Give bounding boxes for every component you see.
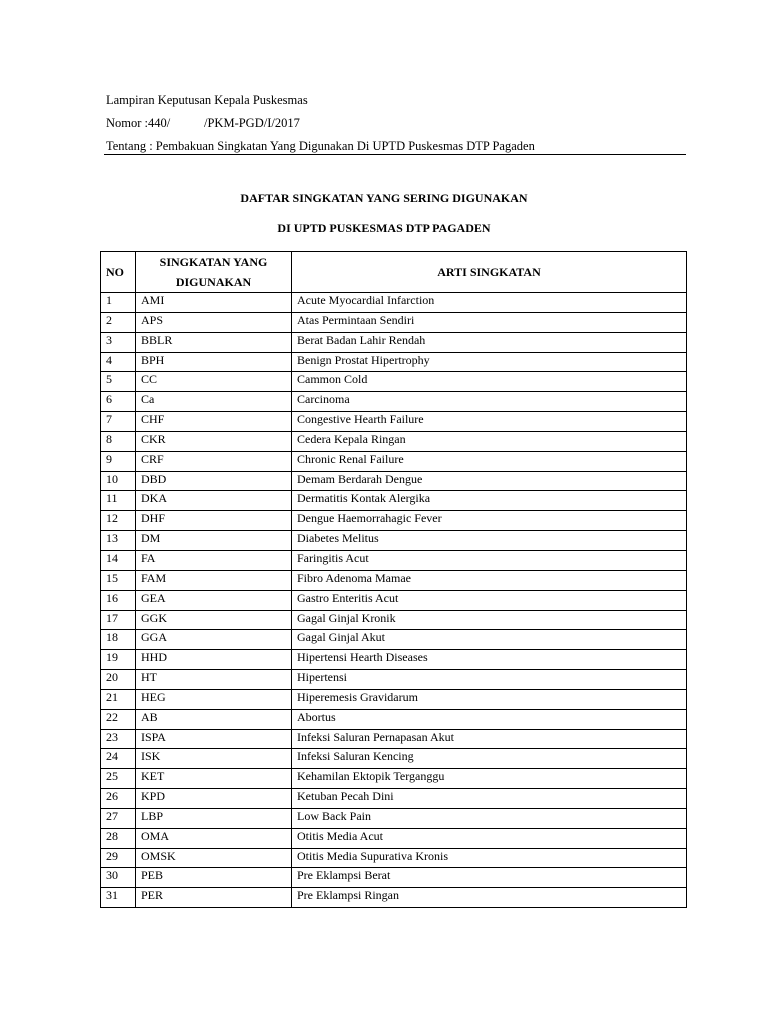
cell-singkatan: OMA	[136, 828, 292, 848]
table-row	[101, 650, 687, 670]
table-row	[101, 511, 687, 531]
cell-no: 17	[101, 610, 136, 630]
abbreviation-table	[100, 251, 687, 908]
table-row	[101, 749, 687, 769]
cell-arti: Pre Eklampsi Ringan	[292, 888, 687, 908]
cell-singkatan: Ca	[136, 392, 292, 412]
table-row	[101, 769, 687, 789]
cell-arti: Berat Badan Lahir Rendah	[292, 332, 687, 352]
cell-no: 24	[101, 749, 136, 769]
cell-no: 13	[101, 531, 136, 551]
cell-arti: Cammon Cold	[292, 372, 687, 392]
cell-singkatan: FA	[136, 550, 292, 570]
cell-no: 4	[101, 352, 136, 372]
table-row	[101, 412, 687, 432]
table-row	[101, 431, 687, 451]
cell-singkatan: DM	[136, 531, 292, 551]
document-subtitle: DI UPTD PUSKESMAS DTP PAGADEN	[277, 221, 491, 235]
cell-no: 16	[101, 590, 136, 610]
cell-arti: Dengue Haemorrahagic Fever	[292, 511, 687, 531]
cell-no: 2	[101, 312, 136, 332]
cell-singkatan: HT	[136, 670, 292, 690]
cell-arti: Gastro Enteritis Acut	[292, 590, 687, 610]
cell-singkatan: CKR	[136, 431, 292, 451]
cell-no: 18	[101, 630, 136, 650]
cell-arti: Dermatitis Kontak Alergika	[292, 491, 687, 511]
cell-singkatan: CC	[136, 372, 292, 392]
nomor-value: /PKM-PGD/I/2017	[204, 116, 300, 130]
cell-no: 30	[101, 868, 136, 888]
cell-no: 27	[101, 808, 136, 828]
cell-singkatan: HEG	[136, 689, 292, 709]
cell-arti: Infeksi Saluran Pernapasan Akut	[292, 729, 687, 749]
table-row	[101, 451, 687, 471]
cell-no: 23	[101, 729, 136, 749]
cell-singkatan: ISPA	[136, 729, 292, 749]
cell-no: 14	[101, 550, 136, 570]
cell-arti: Faringitis Acut	[292, 550, 687, 570]
table-row	[101, 491, 687, 511]
cell-no: 28	[101, 828, 136, 848]
cell-no: 9	[101, 451, 136, 471]
table-row	[101, 888, 687, 908]
table-row	[101, 531, 687, 551]
table-row	[101, 372, 687, 392]
cell-no: 22	[101, 709, 136, 729]
header-tentang: Tentang : Pembakuan Singkatan Yang Digunakan Di UPTD Puskesmas DTP Pagaden	[106, 139, 535, 153]
cell-singkatan: PER	[136, 888, 292, 908]
nomor-label: Nomor :440/	[106, 116, 171, 130]
table-row	[101, 729, 687, 749]
table-row	[101, 808, 687, 828]
cell-arti: Demam Berdarah Dengue	[292, 471, 687, 491]
cell-no: 7	[101, 412, 136, 432]
cell-no: 12	[101, 511, 136, 531]
cell-singkatan: CHF	[136, 412, 292, 432]
cell-singkatan: HHD	[136, 650, 292, 670]
cell-arti: Infeksi Saluran Kencing	[292, 749, 687, 769]
cell-arti: Gagal Ginjal Akut	[292, 630, 687, 650]
cell-arti: Hipertensi Hearth Diseases	[292, 650, 687, 670]
cell-arti: Atas Permintaan Sendiri	[292, 312, 687, 332]
cell-arti: Kehamilan Ektopik Terganggu	[292, 769, 687, 789]
cell-singkatan: APS	[136, 312, 292, 332]
cell-arti: Hipertensi	[292, 670, 687, 690]
cell-singkatan: BPH	[136, 352, 292, 372]
table-row	[101, 332, 687, 352]
cell-arti: Low Back Pain	[292, 808, 687, 828]
table-row	[101, 293, 687, 313]
cell-no: 25	[101, 769, 136, 789]
table-row	[101, 590, 687, 610]
table-row	[101, 392, 687, 412]
cell-no: 1	[101, 293, 136, 313]
cell-arti: Cedera Kepala Ringan	[292, 431, 687, 451]
cell-arti: Gagal Ginjal Kronik	[292, 610, 687, 630]
table-row	[101, 471, 687, 491]
cell-arti: Benign Prostat Hipertrophy	[292, 352, 687, 372]
cell-no: 20	[101, 670, 136, 690]
header-arti: ARTI SINGKATAN	[292, 252, 687, 293]
cell-arti: Otitis Media Supurativa Kronis	[292, 848, 687, 868]
table-row	[101, 352, 687, 372]
cell-no: 10	[101, 471, 136, 491]
cell-singkatan: CRF	[136, 451, 292, 471]
table-row	[101, 828, 687, 848]
table-body	[101, 293, 687, 908]
document-title: DAFTAR SINGKATAN YANG SERING DIGUNAKAN	[240, 191, 528, 205]
table-row	[101, 550, 687, 570]
cell-no: 21	[101, 689, 136, 709]
cell-no: 19	[101, 650, 136, 670]
cell-singkatan: KET	[136, 769, 292, 789]
table-row	[101, 630, 687, 650]
cell-no: 11	[101, 491, 136, 511]
table-row	[101, 709, 687, 729]
cell-singkatan: PEB	[136, 868, 292, 888]
cell-singkatan: DKA	[136, 491, 292, 511]
cell-no: 5	[101, 372, 136, 392]
header-lampiran: Lampiran Keputusan Kepala Puskesmas	[106, 93, 308, 107]
header-singkatan: SINGKATAN YANG DIGUNAKAN	[136, 252, 292, 293]
cell-arti: Otitis Media Acut	[292, 828, 687, 848]
cell-singkatan: AMI	[136, 293, 292, 313]
cell-singkatan: DBD	[136, 471, 292, 491]
cell-singkatan: OMSK	[136, 848, 292, 868]
cell-arti: Acute Myocardial Infarction	[292, 293, 687, 313]
cell-singkatan: LBP	[136, 808, 292, 828]
cell-singkatan: GEA	[136, 590, 292, 610]
cell-arti: Hiperemesis Gravidarum	[292, 689, 687, 709]
cell-singkatan: AB	[136, 709, 292, 729]
table-row	[101, 570, 687, 590]
cell-singkatan: BBLR	[136, 332, 292, 352]
cell-arti: Congestive Hearth Failure	[292, 412, 687, 432]
cell-arti: Fibro Adenoma Mamae	[292, 570, 687, 590]
cell-singkatan: GGA	[136, 630, 292, 650]
table-row	[101, 610, 687, 630]
cell-singkatan: FAM	[136, 570, 292, 590]
table-row	[101, 789, 687, 809]
header-nomor	[106, 115, 300, 131]
cell-no: 31	[101, 888, 136, 908]
cell-no: 8	[101, 431, 136, 451]
cell-singkatan: GGK	[136, 610, 292, 630]
cell-no: 15	[101, 570, 136, 590]
cell-singkatan: KPD	[136, 789, 292, 809]
cell-no: 29	[101, 848, 136, 868]
cell-arti: Abortus	[292, 709, 687, 729]
cell-no: 26	[101, 789, 136, 809]
table-header-row	[101, 252, 687, 293]
cell-arti: Ketuban Pecah Dini	[292, 789, 687, 809]
cell-no: 6	[101, 392, 136, 412]
cell-arti: Carcinoma	[292, 392, 687, 412]
table-row	[101, 670, 687, 690]
cell-arti: Chronic Renal Failure	[292, 451, 687, 471]
cell-singkatan: DHF	[136, 511, 292, 531]
table-row	[101, 689, 687, 709]
table-row	[101, 868, 687, 888]
table-row	[101, 848, 687, 868]
cell-no: 3	[101, 332, 136, 352]
cell-singkatan: ISK	[136, 749, 292, 769]
cell-arti: Pre Eklampsi Berat	[292, 868, 687, 888]
cell-arti: Diabetes Melitus	[292, 531, 687, 551]
header-divider	[104, 154, 686, 155]
table-row	[101, 312, 687, 332]
header-no: NO	[101, 252, 136, 293]
